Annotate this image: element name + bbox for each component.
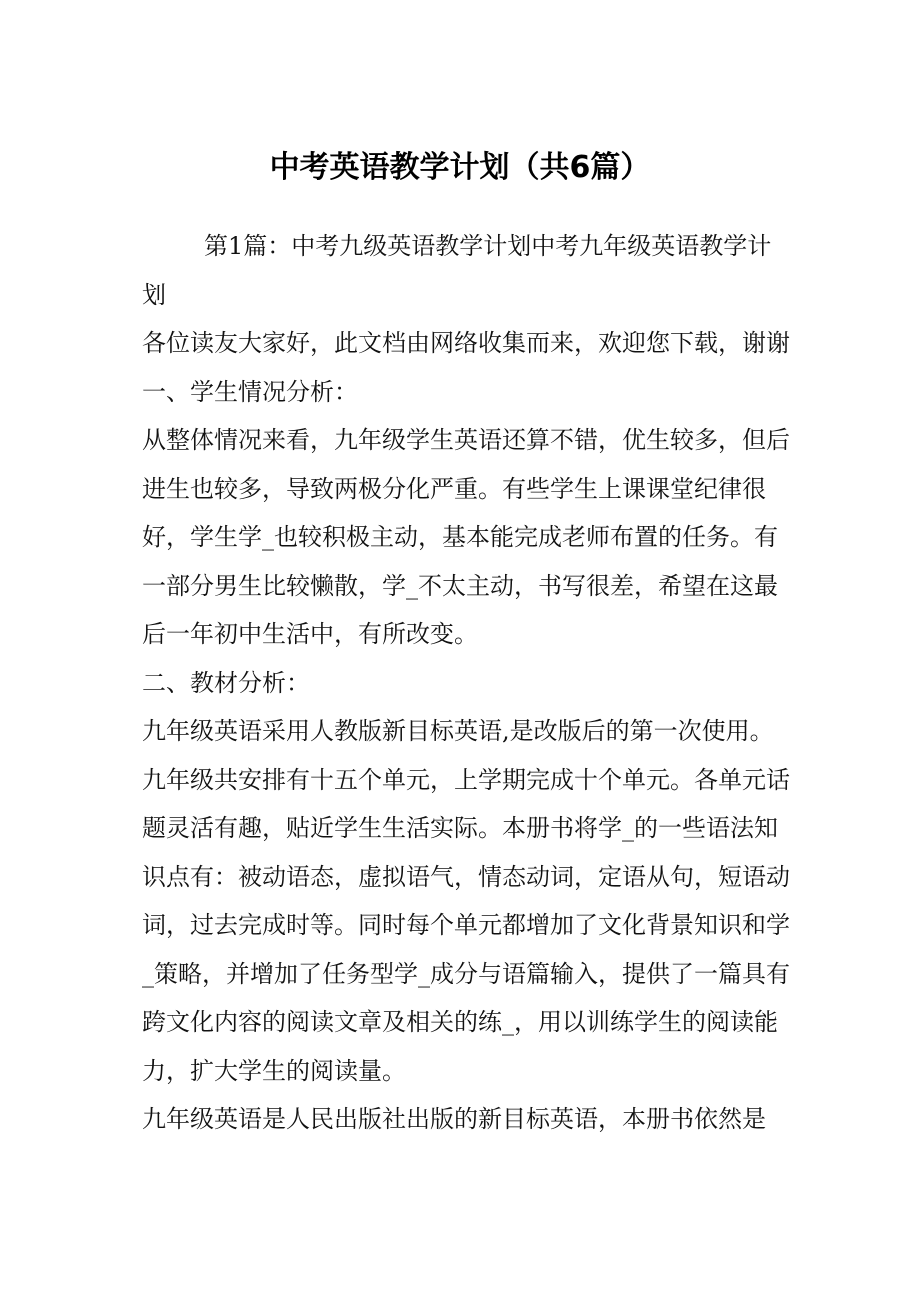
- paragraph-heading-part-1: 第1篇：中考九级英语教学计划中考九年级英语教学计划: [142, 232, 772, 309]
- paragraph-student-analysis: 从整体情况来看，九年级学生英语还算不错，优生较多，但后进生也较多，导致两极分化严重。有些学生上课课堂纪律很好，学生学_也较积极主动，基本能完成老师布置的任务。有一部分男生比较懒散，学_不太主动，书写很差，希望在这最后一年初中生活中，有所改变。: [142, 426, 790, 648]
- paragraph-textbook-analysis: 九年级英语采用人教版新目标英语,是改版后的第一次使用。九年级共安排有十五个单元，上学期完成十个单元。各单元话题灵活有趣，贴近学生生活实际。本册书将学_的一些语法知识点有：被动语态，虚拟语气，情态动词，定语从句，短语动词，过去完成时等。同时每个单元都增加了文化背景知识和学_策略，并增加了任务型学_成分与语篇输入，提供了一篇具有跨文化内容的阅读文章及相关的练_，用以训练学生的阅读能力，扩大学生的阅读量。: [142, 717, 790, 1085]
- paragraph-textbook-continued: 九年级英语是人民出版社出版的新目标英语，本册书依然是: [142, 1105, 766, 1133]
- document-title: 中考英语教学计划（共6篇）: [269, 150, 651, 185]
- section-heading-student-analysis: 一、学生情况分析：: [142, 377, 358, 406]
- document-body: [142, 222, 792, 1144]
- section-heading-textbook-analysis: 二、教材分析：: [142, 668, 310, 697]
- paragraph-greeting: 各位读友大家好，此文档由网络收集而来，欢迎您下载，谢谢: [142, 329, 790, 357]
